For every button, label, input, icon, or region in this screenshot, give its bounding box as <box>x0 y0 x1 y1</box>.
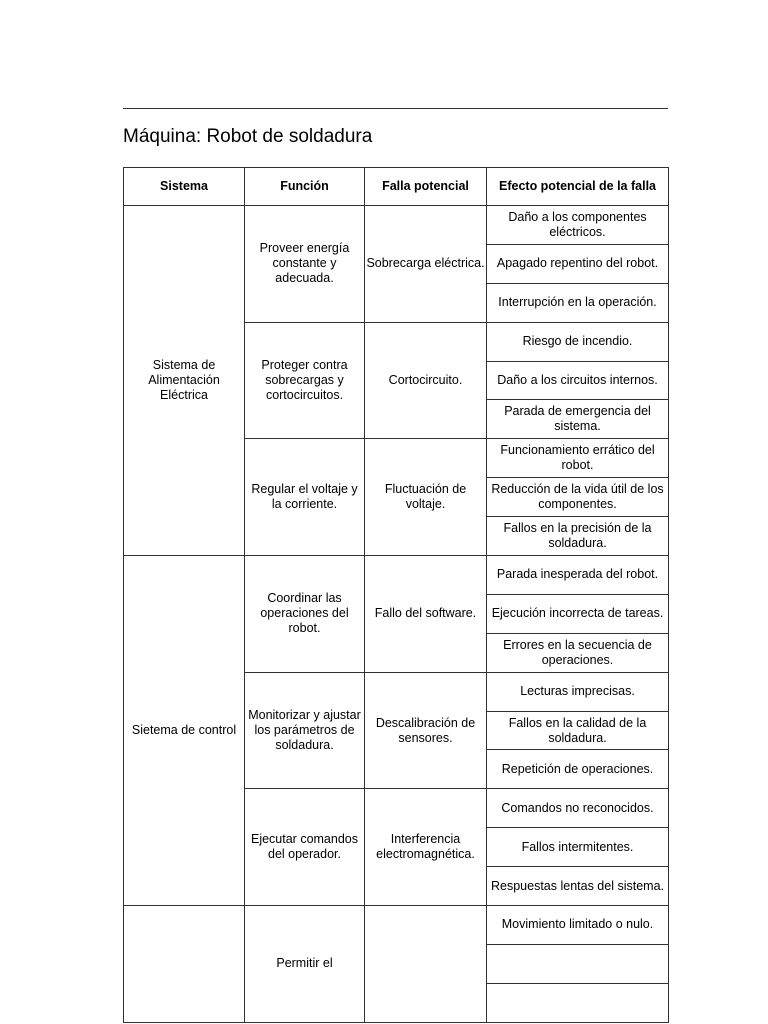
effect-cell: Movimiento limitado o nulo. <box>487 906 669 945</box>
failure-cell: Interferencia electromagnética. <box>365 789 487 906</box>
failure-cell <box>365 906 487 1023</box>
effect-cell: Interrupción en la operación. <box>487 283 669 322</box>
header-sistema: Sistema <box>124 168 245 206</box>
header-funcion: Función <box>245 168 365 206</box>
effect-cell: Comandos no reconocidos. <box>487 789 669 828</box>
effect-cell: Parada de emergencia del sistema. <box>487 400 669 439</box>
system-cell: Sietema de control <box>124 556 245 906</box>
function-cell: Proteger contra sobrecargas y cortocircuitos. <box>245 322 365 439</box>
effect-cell <box>487 944 669 983</box>
table-row <box>124 906 669 945</box>
header-falla: Falla potencial <box>365 168 487 206</box>
effect-cell: Fallos intermitentes. <box>487 828 669 867</box>
effect-cell: Respuestas lentas del sistema. <box>487 867 669 906</box>
table-row <box>124 206 669 245</box>
effect-cell: Errores en la secuencia de operaciones. <box>487 633 669 672</box>
effect-cell: Lecturas imprecisas. <box>487 672 669 711</box>
effect-cell: Parada inesperada del robot. <box>487 556 669 595</box>
effect-cell: Daño a los componentes eléctricos. <box>487 206 669 245</box>
function-cell: Monitorizar y ajustar los parámetros de soldadura. <box>245 672 365 789</box>
effect-cell: Ejecución incorrecta de tareas. <box>487 594 669 633</box>
failure-cell: Cortocircuito. <box>365 322 487 439</box>
effect-cell <box>487 983 669 1022</box>
system-cell <box>124 906 245 1023</box>
header-row <box>124 168 669 206</box>
failure-cell: Sobrecarga eléctrica. <box>365 206 487 323</box>
effect-cell: Fallos en la calidad de la soldadura. <box>487 711 669 750</box>
page-title: Máquina: Robot de soldadura <box>123 126 373 147</box>
effect-cell: Riesgo de incendio. <box>487 322 669 361</box>
function-cell: Permitir el <box>245 906 365 1023</box>
effect-cell: Daño a los circuitos internos. <box>487 361 669 400</box>
table-row <box>124 556 669 595</box>
failure-cell: Descalibración de sensores. <box>365 672 487 789</box>
function-cell: Ejecutar comandos del operador. <box>245 789 365 906</box>
effect-cell: Repetición de operaciones. <box>487 750 669 789</box>
function-cell: Coordinar las operaciones del robot. <box>245 556 365 673</box>
effect-cell: Apagado repentino del robot. <box>487 244 669 283</box>
effect-cell: Funcionamiento errático del robot. <box>487 439 669 478</box>
function-cell: Regular el voltaje y la corriente. <box>245 439 365 556</box>
spreadsheet-page <box>123 108 668 971</box>
effect-cell: Reducción de la vida útil de los componentes. <box>487 478 669 517</box>
effect-cell: Fallos en la precisión de la soldadura. <box>487 517 669 556</box>
failure-cell: Fallo del software. <box>365 556 487 673</box>
fmea-table <box>123 167 669 1023</box>
header-efecto: Efecto potencial de la falla <box>487 168 669 206</box>
failure-cell: Fluctuación de voltaje. <box>365 439 487 556</box>
system-cell: Sistema de Alimentación Eléctrica <box>124 206 245 556</box>
function-cell: Proveer energía constante y adecuada. <box>245 206 365 323</box>
